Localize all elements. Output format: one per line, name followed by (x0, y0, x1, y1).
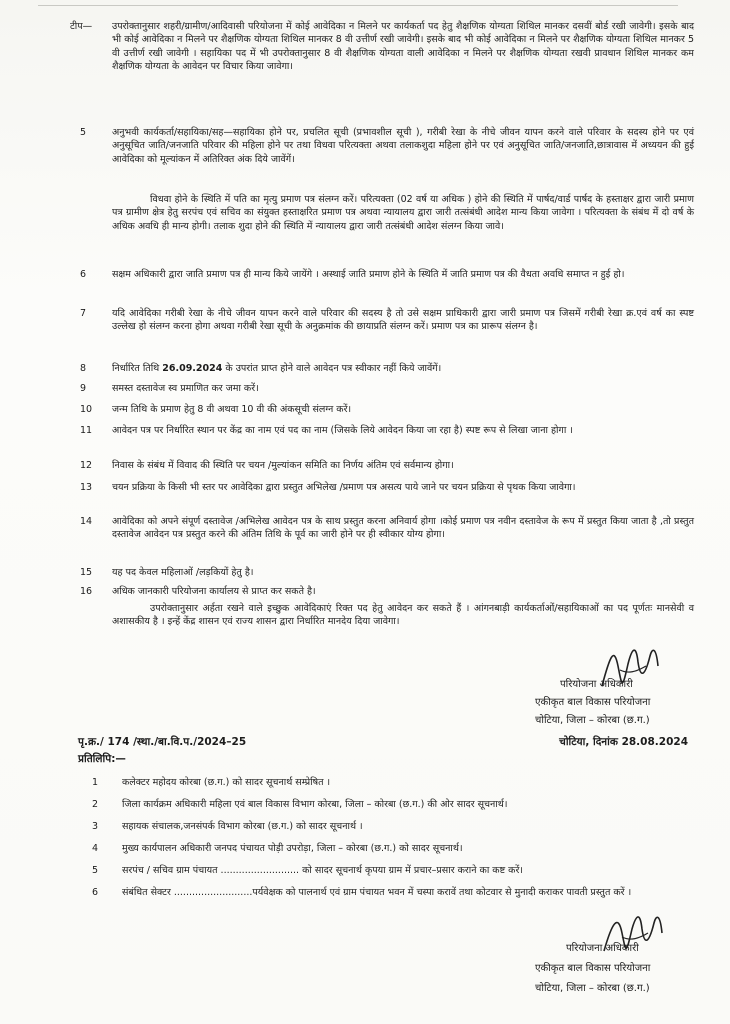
item-number: 6 (80, 269, 87, 280)
item-text (112, 362, 694, 375)
item-text: जन्म तिथि के प्रमाण हेतु 8 वी अथवा 10 वी की अंकसूची संलग्न करें। (112, 404, 352, 415)
copy-number: 3 (92, 821, 99, 832)
item-text: आवेदन पत्र पर निर्धारित स्थान पर केंद्र का नाम एवं पद का नाम (जिसके लिये आवेदन किया जा रहा है) स्पष्ट रूप से लिखा जाना होगा । (112, 425, 573, 436)
copy-number: 6 (92, 887, 99, 898)
deadline-date: 26.09.2024 (162, 363, 223, 374)
copy-number: 4 (92, 843, 99, 854)
item-number: 8 (80, 363, 87, 374)
item-number: 13 (80, 482, 93, 493)
item-text: यह पद केवल महिलाओं /लड़कियों हेतु है। (112, 567, 254, 578)
item-text: अधिक जानकारी परियोजना कार्यालय से प्राप्त कर सकते है। (112, 586, 316, 597)
copy-number: 2 (92, 799, 99, 810)
note-text: उपरोक्तानुसार शहरी/ग्रामीण/आदिवासी परियोजना में कोई आवेदिका न मिलने पर कार्यकर्ता पद हेतु शैक्षणिक योग्यता शिथिल मानकर दसवीं बोर्ड रखी जावेगी। इसके बाद भी कोई आवेदिका न मिलने पर शैक्षणिक योग्यता शिथिल मानकर 8 वी उत्तीर्ण रखी जावेगी। इसके बाद भी कोई आवेदिका न मिलने पर शैक्षणिक योग्यता शिथिल मानकर 5 वी उत्तीर्ण रखी जावेगी । सहायिका पद में भी उपरोक्तानुसार 8 वी शैक्षणिक योग्यता वाली आवेदिका न मिलने पर शैक्षणिक योग्यता रखवी प्रावधान शिथिल मानकर कम शैक्षणिक योग्यता के आवेदन पर विचार किया जावेगा। (112, 21, 694, 73)
signature-title: परियोजना अधिकारी (566, 943, 639, 954)
item-text: समस्त दस्तावेज स्व प्रमाणित कर जमा करें। (112, 383, 259, 394)
top-divider (38, 5, 678, 6)
reference-number: पृ.क्र./ 174 /स्था./बा.वि.प./2024–25 (78, 736, 247, 748)
copy-text: संबंधित सेक्टर ..........................पर्यवेक्षक को पालनार्थ एवं ग्राम पंचायत भवन में चस्पा करावें तथा कोटवार से मुनादी कराकर पावती प्रस्तुत करें । (122, 887, 632, 898)
copy-number: 5 (92, 865, 99, 876)
item-number: 16 (80, 586, 93, 597)
item-number: 12 (80, 460, 93, 471)
reference-date: चोटिया, दिनांक 28.08.2024 (559, 736, 688, 748)
item-text: निवास के संबंध में विवाद की स्थिति पर चयन /मुल्यांकन समिति का निर्णय अंतिम एवं सर्वमान्य होगा। (112, 460, 454, 471)
copy-text: जिला कार्यक्रम अधिकारी महिला एवं बाल विकास विभाग कोरबा, जिला – कोरबा (छ.ग.) की ओर सादर सूचनार्थ। (122, 799, 508, 810)
copy-heading: प्रतिलिपि:— (78, 753, 126, 765)
item-number: 5 (80, 127, 87, 138)
signature-location: चोटिया, जिला – कोरबा (छ.ग.) (535, 715, 650, 726)
item-number: 10 (80, 404, 93, 415)
copy-text: मुख्य कार्यपालन अधिकारी जनपद पंचायत पोड़ी उपरोड़ा, जिला – कोरबा (छ.ग.) को सादर सूचनार्थ। (122, 843, 463, 854)
copy-text: सरपंच / सचिव ग्राम पंचायत .......................... को सादर सूचनार्थ कृपया ग्राम में प्रचार–प्रसार कराने का कष्ट करें। (122, 865, 523, 876)
item-text: अनुभवी कार्यकर्ता/सहायिका/सह—सहायिका होने पर, प्रचलित सूची (प्रभावशील सूची ), गरीबी रेखा के नीचे जीवन यापन करने वाले परिवार के सदस्य होने पर एवं अनुसूचित जाति/जनजाति परिवार की महिला होने पर तथा विधवा परित्यक्ता अथवा तलाकशुदा महिला होने पर एवं अनुसूचित जाति/जनजाति,छात्रावास में अध्ययन की हुई आवेदिका को मूल्यांकन में अतिरिक्त अंक दिये जावेंगें। (112, 127, 694, 165)
note-label: टीप— (70, 21, 93, 32)
item-number: 11 (80, 425, 93, 436)
item-text: सक्षम अधिकारी द्वारा जाति प्रमाण पत्र ही मान्य किये जायेंगे । अस्थाई जाति प्रमाण होने के स्थिति में जाति प्रमाण पत्र की वैधता अवधि समाप्त न हुई हो। (112, 269, 625, 280)
item-text-part: निर्धारित तिथि (112, 363, 163, 374)
item-text: चयन प्रक्रिया के किसी भी स्तर पर आवेदिका द्वारा प्रस्तुत अभिलेख /प्रमाण पत्र असत्य पाये जाने पर चयन प्रक्रिया से पृथक किया जावेगा। (112, 482, 576, 493)
item-paragraph: विधवा होने के स्थिति में पति का मृत्यु प्रमाण पत्र संलग्न करें। परित्यक्ता (02 वर्ष या अधिक ) होने की स्थिति में पार्षद/वार्ड पार्षद के हस्ताक्षर द्वारा जारी प्रमाण पत्र ग्रामीण क्षेत्र हेतु सरपंच एवं सचिव का संयुक्त हस्ताक्षरित प्रमाण पत्र अथवा न्यायालय द्वारा जारी तत्संबंधी आदेश मान्य किया जावेगा । परित्यक्ता के संबंध में दो वर्ष के अधिक अवधि ही मान्य होगी। तलाक शुदा होने की स्थिति में न्यायालय द्वारा जारी तत्संबंधी आदेश संलग्न किया जावे। (112, 194, 694, 232)
item-number: 7 (80, 308, 87, 319)
item-text-part: के उपरांत प्राप्त होने वाले आवेदन पत्र स्वीकार नहीं किये जावेंगें। (222, 363, 442, 374)
reference-line (78, 734, 688, 750)
item-text: आवेदिका को अपने संपूर्ण दस्तावेज /अभिलेख आवेदन पत्र के साथ प्रस्तुत करना अनिवार्य होगा ।कोई प्रमाण पत्र नवीन दस्तावेज के रूप में प्रस्तुत किया जाता है ,तो प्रस्तुत दस्तावेज आवेदन पत्र प्रस्तुत करने की अंतिम तिथि के पूर्व का जारी होने पर ही स्वीकार योग्य होगा। (112, 516, 694, 541)
copy-number: 1 (92, 777, 99, 788)
item-number: 14 (80, 516, 93, 527)
item-number: 15 (80, 567, 93, 578)
copy-text: कलेक्टर महोदय कोरबा (छ.ग.) को सादर सूचनार्थ सम्प्रेषित । (122, 777, 331, 788)
item-text: यदि आवेदिका गरीबी रेखा के नीचे जीवन यापन करने वाले परिवार की सदस्य है तो उसे सक्षम प्राधिकारी द्वारा जारी प्रमाण पत्र जिसमें गरीबी रेखा क्र.एवं वर्ष का स्पष्ट उल्लेख हो संलग्न करना होगा अथवा गरीबी रेखा सूची के अनुक्रमांक की छायाप्रति संलग्न करें। प्रमाण पत्र का प्रारूप संलग्न है। (112, 308, 694, 333)
closing-paragraph: उपरोक्तानुसार अर्हता रखने वाले इच्छुक आवेदिकाएं रिक्त पद हेतु आवेदन कर सकते हैं । आंगनबाड़ी कार्यकर्ताओं/सहायिकाओं का पद पूर्णतः मानसेवी व अशासकीय है । इन्हें केंद्र शासन एवं राज्य शासन द्वारा निर्धारित मानदेय दिया जावेगा। (112, 603, 694, 628)
signature-office: एकीकृत बाल विकास परियोजना (535, 963, 651, 974)
signature-title: परियोजना अधिकारी (560, 679, 633, 690)
signature-office: एकीकृत बाल विकास परियोजना (535, 697, 651, 708)
signature-location: चोटिया, जिला – कोरबा (छ.ग.) (535, 983, 650, 994)
copy-text: सहायक संचालक,जनसंपर्क विभाग कोरबा (छ.ग.) को सादर सूचनार्थ । (122, 821, 363, 832)
item-number: 9 (80, 383, 87, 394)
